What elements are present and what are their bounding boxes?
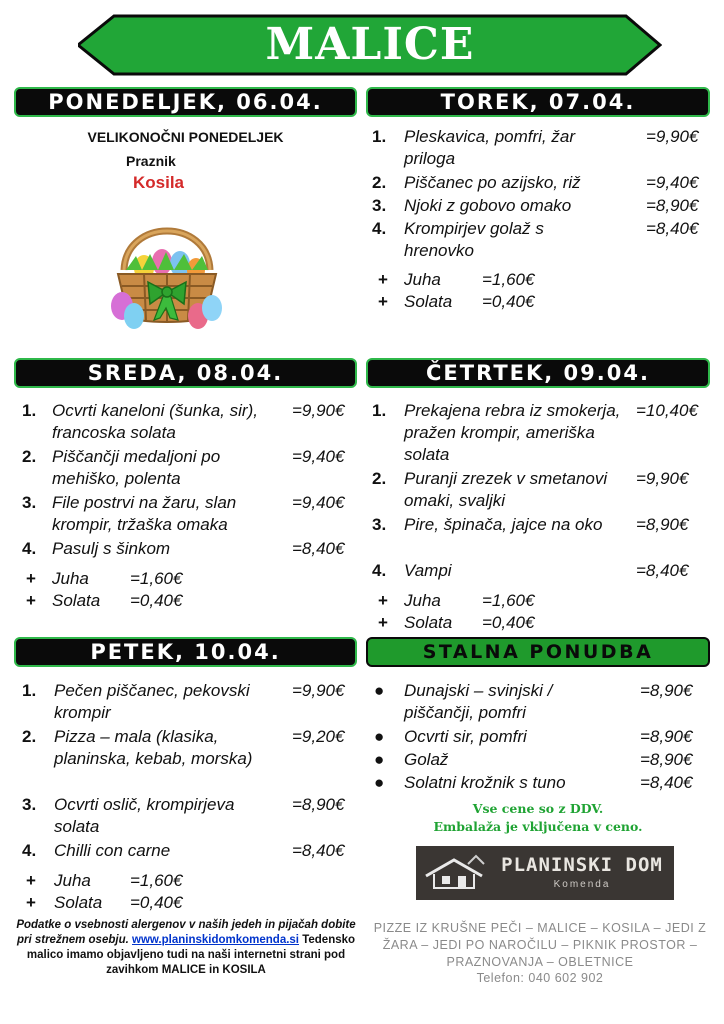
- menu-item: 3. File postrvi na žaru, slan krompir, tržaška omaka =9,40€: [22, 493, 345, 534]
- extra-item: + Solata =0,40€: [378, 292, 535, 311]
- extra-item: + Solata =0,40€: [378, 613, 535, 632]
- menu-item: 4. Chilli con carne =8,40€: [22, 841, 345, 860]
- menu-item: 2. Pizza – mala (klasika, planinska, kebab, morska) =9,20€: [22, 727, 345, 768]
- menu-item: 1. Pleskavica, pomfri, žar priloga =9,90€: [372, 127, 699, 168]
- menu-item: ● Dunajski – svinjski / piščančji, pomfri =8,90€: [374, 681, 693, 722]
- menu-item: 1. Ocvrti kaneloni (šunka, sir), francoska solata =9,90€: [22, 401, 345, 442]
- menu-item: 3. Pire, špinača, jajce na oko =8,90€: [372, 515, 689, 534]
- menu-tuesday: [372, 126, 708, 313]
- menu-item: 3. Njoki z gobovo omako =8,90€: [372, 196, 699, 215]
- stalna-ponudba-header: STALNA PONUDBA: [366, 637, 710, 667]
- page-title: MALICE: [265, 19, 475, 70]
- title-banner: [78, 14, 662, 76]
- house-logo-icon: [424, 854, 494, 892]
- ddv-note: Vse cene so z DDV.: [472, 801, 604, 816]
- bullet-icon: ●: [374, 681, 385, 700]
- day-header-tuesday: TOREK, 07.04.: [366, 87, 710, 117]
- day-header-wednesday: SREDA, 08.04.: [14, 358, 357, 388]
- extra-item: + Solata =0,40€: [26, 893, 183, 912]
- day-header-friday: PETEK, 10.04.: [14, 637, 357, 667]
- menu-wednesday: [22, 400, 358, 612]
- bullet-icon: ●: [374, 773, 385, 792]
- extra-item: + Juha =1,60€: [26, 569, 183, 588]
- menu-item: 1. Pečen piščanec, pekovski krompir =9,90€: [22, 681, 345, 722]
- logo-sub: Komenda: [553, 879, 611, 890]
- menu-item: 4. Krompirjev golaž s hrenovko =8,40€: [372, 219, 699, 260]
- day-header-monday: PONEDELJEK, 06.04.: [14, 87, 357, 117]
- packaging-note: Embalaža je vključena v ceno.: [433, 819, 643, 834]
- menu-item: 4. Pasulj s šinkom =8,40€: [22, 539, 345, 558]
- monday-kosila: Kosila: [133, 173, 185, 192]
- services-list: PIZZE IZ KRUŠNE PEČI – MALICE – KOSILA – JEDI Z ŽARA – JEDI PO NAROČILU – PIKNIK PROSTOR – PRAZNOVANJA – OBLETNICE: [373, 921, 707, 969]
- menu-stalna: [374, 680, 708, 795]
- menu-thursday: [372, 400, 708, 634]
- extra-item: + Solata =0,40€: [26, 591, 183, 610]
- menu-item: ● Solatni krožnik s tuno =8,40€: [374, 773, 693, 792]
- menu-item: 1. Prekajena rebra iz smokerja, pražen krompir, ameriška solata =10,40€: [372, 401, 698, 464]
- menu-item: ● Ocvrti sir, pomfri =8,90€: [374, 727, 693, 746]
- menu-friday: [22, 680, 358, 914]
- menu-item: 2. Piščanec po azijsko, riž =9,40€: [372, 173, 699, 192]
- allergen-note: Podatke o vsebnosti alergenov v naših jedeh in pijačah dobite pri strežnem osebju. www.planinskidomkomenda.si Tedensko malico imamo objavljeno tudi na naši internetni strani pod zavihkom MALICE in KOSILA: [16, 919, 356, 976]
- bullet-icon: ●: [374, 750, 385, 769]
- extra-item: + Juha =1,60€: [378, 270, 535, 289]
- extra-item: + Juha =1,60€: [378, 591, 535, 610]
- menu-item: 3. Ocvrti oslič, krompirjeva solata =8,90€: [22, 795, 345, 836]
- phone-number: Telefon: 040 602 902: [476, 971, 604, 985]
- menu-item: 2. Piščančji medaljoni po mehiško, polenta =9,40€: [22, 447, 345, 488]
- monday-holiday: VELIKONOČNI PONEDELJEK: [87, 129, 284, 145]
- easter-basket-icon: [104, 208, 230, 334]
- bullet-icon: ●: [374, 727, 385, 746]
- website-link[interactable]: www.planinskidomkomenda.si: [132, 934, 299, 946]
- day-header-thursday: ČETRTEK, 09.04.: [366, 358, 710, 388]
- menu-item: 4. Vampi =8,40€: [372, 561, 689, 580]
- planinski-dom-logo: [416, 846, 674, 900]
- monday-praznik: Praznik: [126, 153, 176, 169]
- menu-item: 2. Puranji zrezek v smetanovi omaki, svaljki =9,90€: [372, 469, 689, 510]
- logo-name: PLANINSKI DOM: [501, 854, 663, 876]
- menu-item: ● Golaž =8,90€: [374, 750, 693, 769]
- extra-item: + Juha =1,60€: [26, 871, 183, 890]
